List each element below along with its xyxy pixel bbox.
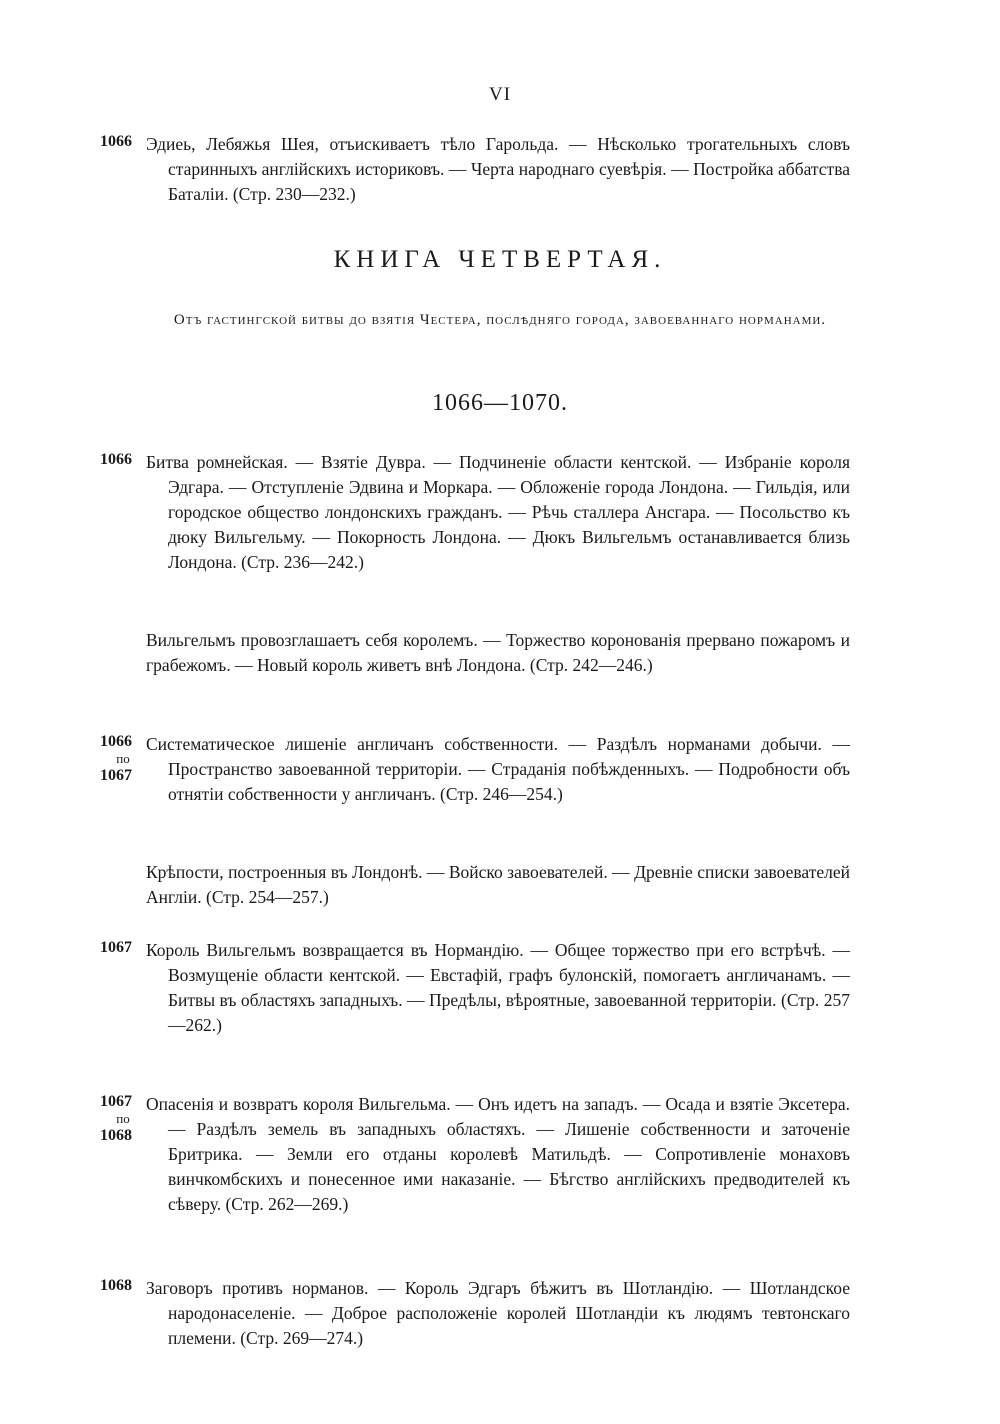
entry-text: Опасенія и возвратъ короля Вильгельма. — Онъ идетъ на западъ. — Осада и взятіе Эксетера. — Раздѣлъ земель въ западныхъ областяхъ. — Лишеніе собственности и заточеніе Бритрика. — Земли его отданы королевѣ Матильдѣ. — Сопротивленіе монаховъ винчкомбскихъ и понесенное ими наказаніе. — Бѣгство англійскихъ предводителей къ сѣверу. (Стр. 262—269.) (146, 1094, 850, 1214)
entry-year: 1066 (100, 451, 132, 468)
book-title: КНИГА ЧЕТВЕРТАЯ. (333, 246, 667, 273)
entry-text: Эдиеь, Лебяжья Шея, отъискиваетъ тѣло Гарольда. — Нѣсколько трогательныхъ словъ старинныхъ англійскихъ историковъ. — Черта народнаго суевѣрія. — Постройка аббатства Баталіи. (Стр. 230—232.) (146, 134, 850, 204)
entry-text: Крѣпости, построенныя въ Лондонѣ. — Войско завоевателей. — Древніе списки завоевателей Англіи. (Стр. 254—257.) (146, 862, 850, 907)
entry-year: 1066 по 1067 (100, 733, 132, 784)
toc-entry (100, 938, 850, 1038)
entry-text: Заговоръ противъ норманов. — Король Эдгаръ бѣжитъ въ Шотландію. — Шотландское народонаселеніе. — Доброе расположеніе королей Шотландіи къ людямъ тевтонскаго племени. (Стр. 269—274.) (146, 1278, 850, 1348)
date-range: 1066—1070. (432, 390, 568, 416)
entry-year: 1068 (100, 1277, 132, 1294)
toc-entry (100, 1276, 850, 1351)
entry-text: Король Вильгельмъ возвращается въ Нормандію. — Общее торжество при его встрѣчѣ. — Возмущеніе области кентской. — Евстафій, графъ булонскій, помогаетъ англичанамъ. — Битвы въ областяхъ западныхъ. — Предѣлы, вѣроятные, завоеванной территоріи. (Стр. 257—262.) (146, 940, 850, 1035)
entry-year: 1066 (100, 133, 132, 150)
toc-entry (100, 450, 850, 575)
toc-entry (100, 1092, 850, 1217)
toc-entry-intro (100, 132, 850, 207)
toc-entry (100, 628, 850, 678)
entry-year: 1067 по 1068 (100, 1093, 132, 1144)
toc-entry (100, 860, 850, 910)
entry-text: Систематическое лишеніе англичанъ собственности. — Раздѣлъ норманами добычи. — Пространство завоеванной территоріи. — Страданія побѣжденныхъ. — Подробности объ отнятіи собственности у англичанъ. (Стр. 246—254.) (146, 734, 850, 804)
toc-entry (100, 732, 850, 807)
page-number: VI (488, 84, 512, 105)
entry-text: Битва ромнейская. — Взятіе Дувра. — Подчиненіе области кентской. — Избраніе короля Эдгара. — Отступленіе Эдвина и Моркара. — Обложеніе города Лондона. — Гильдія, или городское общество лондонскихъ гражданъ. — Рѣчь сталлера Ансгара. — Посольство къ дюку Вильгельму. — Покорность Лондона. — Дюкъ Вильгельмъ останавливается близь Лондона. (Стр. 236—242.) (146, 452, 850, 572)
entry-year: 1067 (100, 939, 132, 956)
book-subtitle: Отъ гастингской битвы до взятія Честера, послѣдняго города, завоеваннаго норманами. (173, 312, 827, 328)
entry-text: Вильгельмъ провозглашаетъ себя королемъ. — Торжество коронованія прервано пожаромъ и грабежомъ. — Новый король живетъ внѣ Лондона. (Стр. 242—246.) (146, 630, 850, 675)
